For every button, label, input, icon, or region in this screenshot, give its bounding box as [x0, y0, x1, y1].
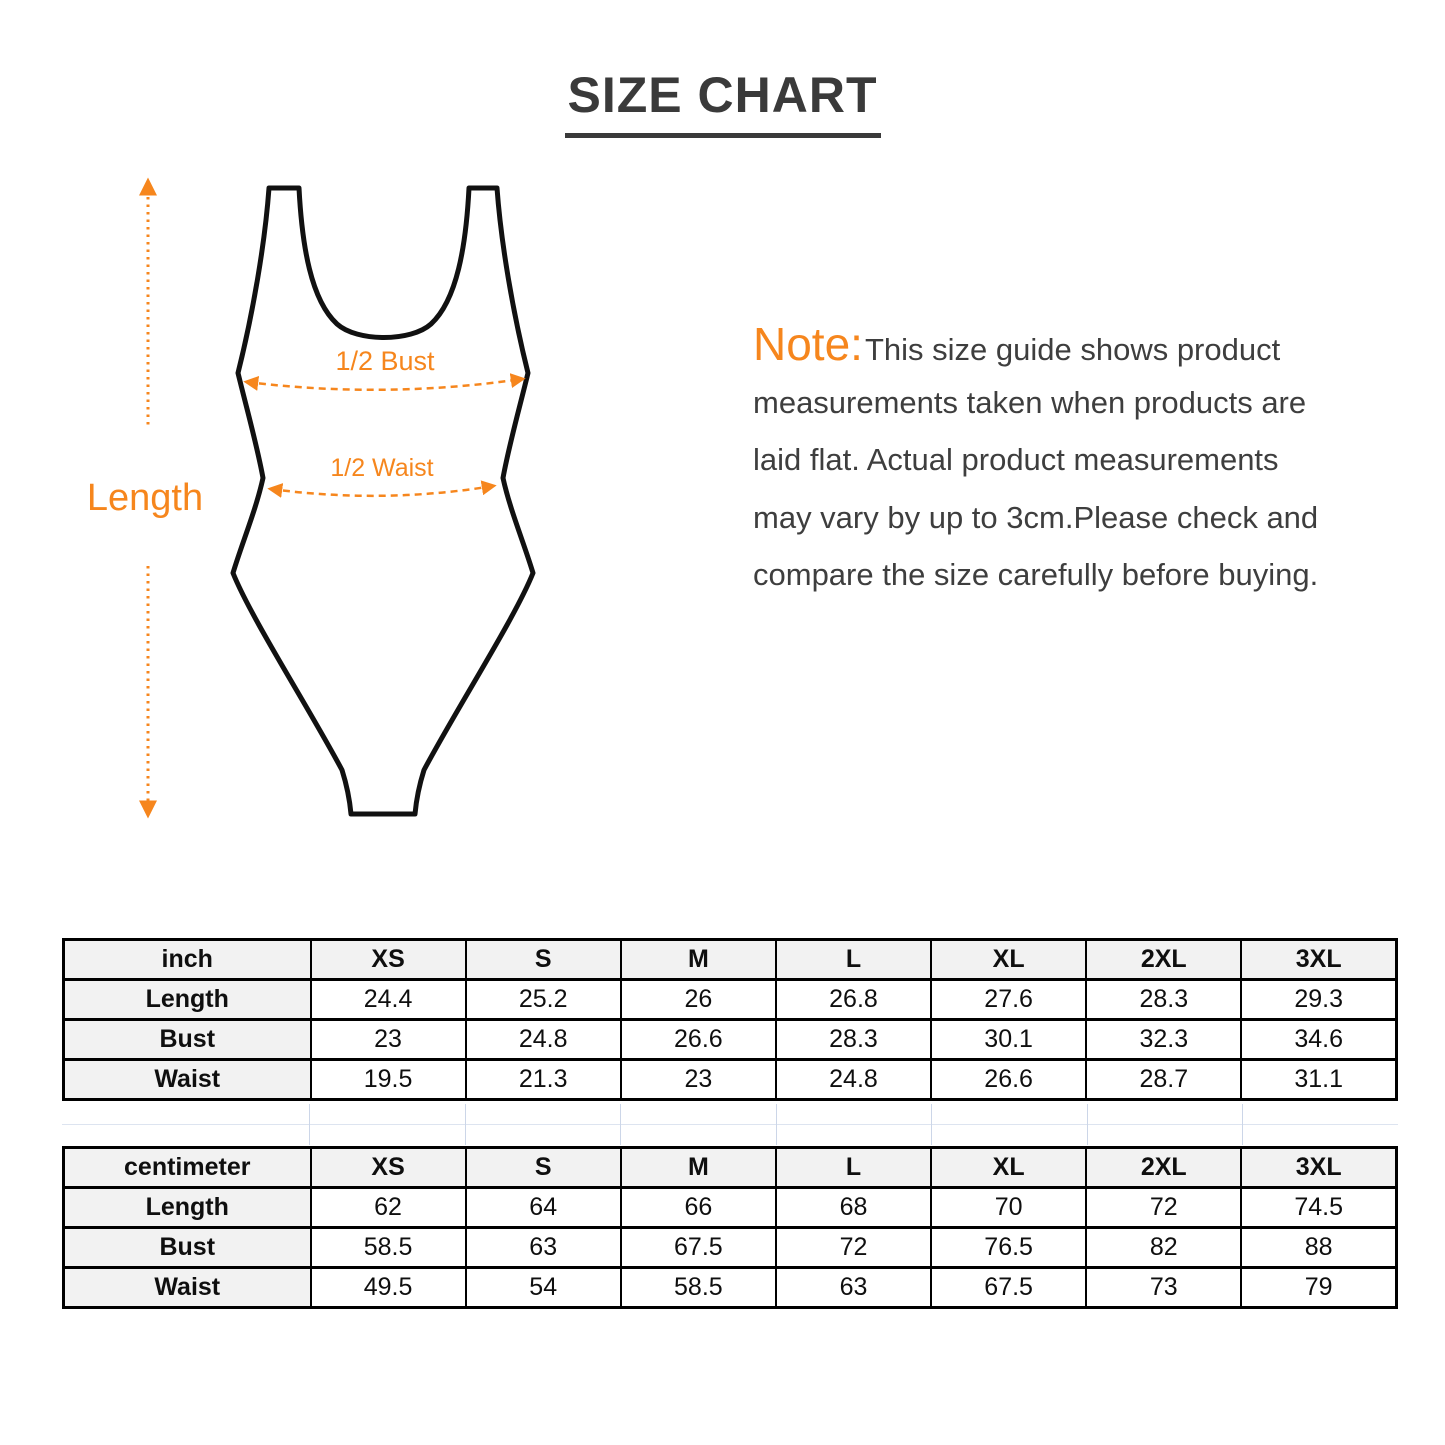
measurement-value-cell: 28.3 [776, 1020, 931, 1060]
gridline-vertical [465, 1104, 466, 1145]
measurement-value-cell: 66 [621, 1188, 776, 1228]
note-line: may vary by up to 3cm.Please check and [753, 499, 1319, 535]
measurement-value-cell: 24.8 [466, 1020, 621, 1060]
header-row [64, 940, 1397, 980]
swimsuit-measurement-diagram [55, 158, 685, 858]
measurement-value-cell: 72 [776, 1228, 931, 1268]
note-line: laid flat. Actual product measurements [753, 442, 1279, 477]
measurement-value-cell: 26.6 [931, 1060, 1086, 1100]
measurement-value-cell: 21.3 [466, 1060, 621, 1100]
measurement-value-cell: 79 [1241, 1268, 1396, 1308]
note-line: measurements taken when products are [753, 384, 1307, 420]
bust-label: 1/2 Bust [335, 346, 435, 376]
measurement-value-cell: 32.3 [1086, 1020, 1241, 1060]
row-label-cell: Bust [64, 1228, 311, 1268]
size-header-cell: S [466, 940, 621, 980]
measurement-value-cell: 68 [776, 1188, 931, 1228]
unit-header-cell: centimeter [64, 1148, 311, 1188]
product-note [753, 316, 1445, 604]
size-table-centimeter [62, 1146, 1398, 1309]
waist-label: 1/2 Waist [330, 454, 434, 482]
size-header-cell: XL [931, 1148, 1086, 1188]
size-header-cell: XS [311, 940, 466, 980]
measurement-value-cell: 73 [1086, 1268, 1241, 1308]
measurement-value-cell: 49.5 [311, 1268, 466, 1308]
measurement-value-cell: 29.3 [1241, 980, 1396, 1020]
measurement-value-cell: 23 [311, 1020, 466, 1060]
measurement-value-cell: 63 [776, 1268, 931, 1308]
measurement-value-cell: 26 [621, 980, 776, 1020]
measurement-value-cell: 28.3 [1086, 980, 1241, 1020]
row-label-cell: Length [64, 1188, 311, 1228]
measurement-value-cell: 70 [931, 1188, 1086, 1228]
measurement-row [64, 1020, 1397, 1060]
measurement-value-cell: 58.5 [621, 1268, 776, 1308]
swimsuit-outline-shape [233, 188, 533, 814]
size-table-inch [62, 938, 1398, 1101]
measurement-value-cell: 76.5 [931, 1228, 1086, 1268]
row-label-cell: Waist [64, 1268, 311, 1308]
note-label: Note: [753, 318, 863, 370]
size-header-cell: XS [311, 1148, 466, 1188]
size-header-cell: L [776, 1148, 931, 1188]
title-container [0, 66, 1445, 138]
size-header-cell: 2XL [1086, 940, 1241, 980]
size-header-cell: M [621, 1148, 776, 1188]
header-row [64, 1148, 1397, 1188]
gridline-vertical [776, 1104, 777, 1145]
note-line: compare the size carefully before buying. [753, 557, 1319, 592]
gridline-vertical [931, 1104, 932, 1145]
measurement-value-cell: 28.7 [1086, 1060, 1241, 1100]
note-text: This size guide shows product [864, 332, 1281, 367]
measurement-value-cell: 88 [1241, 1228, 1396, 1268]
measurement-value-cell: 26.8 [776, 980, 931, 1020]
length-label: Length [86, 477, 204, 519]
measurement-value-cell: 30.1 [931, 1020, 1086, 1060]
note-line [753, 316, 1445, 374]
measurement-row [64, 980, 1397, 1020]
measurement-value-cell: 19.5 [311, 1060, 466, 1100]
gridline-vertical [1242, 1104, 1243, 1145]
spreadsheet-gridlines [62, 1104, 1398, 1145]
measurement-row [64, 1268, 1397, 1308]
gridline-vertical [620, 1104, 621, 1145]
measurement-value-cell: 25.2 [466, 980, 621, 1020]
measurement-value-cell: 72 [1086, 1188, 1241, 1228]
gridline-vertical [309, 1104, 310, 1145]
measurement-value-cell: 31.1 [1241, 1060, 1396, 1100]
measurement-value-cell: 23 [621, 1060, 776, 1100]
measurement-value-cell: 63 [466, 1228, 621, 1268]
row-label-cell: Bust [64, 1020, 311, 1060]
measurement-value-cell: 67.5 [931, 1268, 1086, 1308]
measurement-row [64, 1188, 1397, 1228]
size-header-cell: 3XL [1241, 940, 1396, 980]
size-header-cell: S [466, 1148, 621, 1188]
measurement-value-cell: 62 [311, 1188, 466, 1228]
row-label-cell: Length [64, 980, 311, 1020]
measurement-value-cell: 24.4 [311, 980, 466, 1020]
measurement-row [64, 1060, 1397, 1100]
gridline-horizontal [62, 1124, 1398, 1125]
measurement-value-cell: 54 [466, 1268, 621, 1308]
size-header-cell: M [621, 940, 776, 980]
measurement-value-cell: 82 [1086, 1228, 1241, 1268]
gridline-vertical [1087, 1104, 1088, 1145]
size-header-cell: 2XL [1086, 1148, 1241, 1188]
measurement-value-cell: 58.5 [311, 1228, 466, 1268]
size-header-cell: XL [931, 940, 1086, 980]
measurement-row [64, 1228, 1397, 1268]
measurement-value-cell: 24.8 [776, 1060, 931, 1100]
measurement-value-cell: 64 [466, 1188, 621, 1228]
measurement-value-cell: 34.6 [1241, 1020, 1396, 1060]
measurement-value-cell: 26.6 [621, 1020, 776, 1060]
page-title: SIZE CHART [565, 66, 881, 138]
measurement-value-cell: 74.5 [1241, 1188, 1396, 1228]
measurement-value-cell: 27.6 [931, 980, 1086, 1020]
unit-header-cell: inch [64, 940, 311, 980]
size-header-cell: L [776, 940, 931, 980]
measurement-value-cell: 67.5 [621, 1228, 776, 1268]
size-header-cell: 3XL [1241, 1148, 1396, 1188]
row-label-cell: Waist [64, 1060, 311, 1100]
